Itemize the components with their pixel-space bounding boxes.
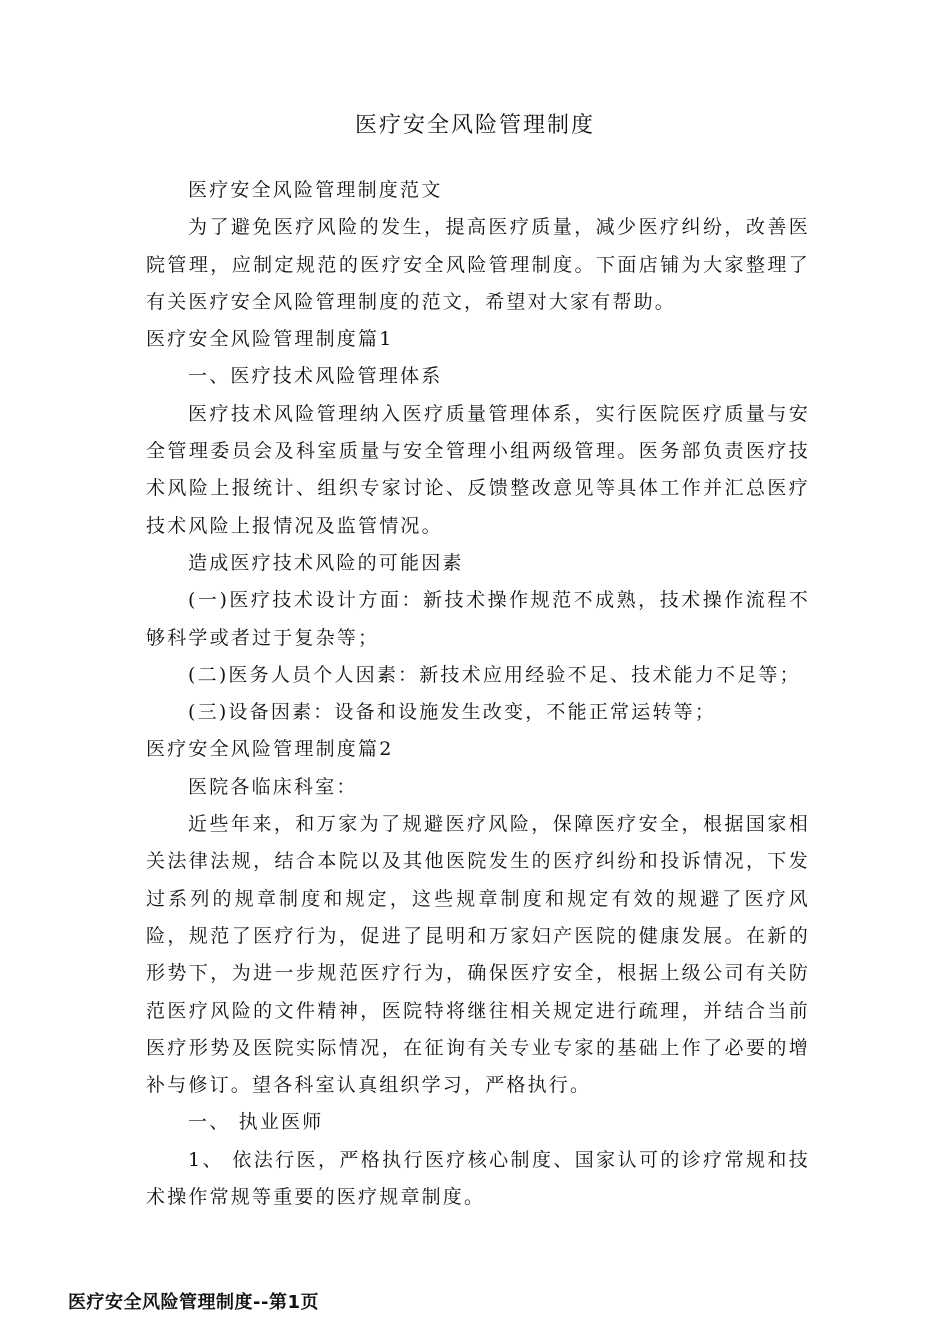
list-item-factor-3: (三)设备因素：设备和设施发生改变，不能正常运转等；	[188, 701, 717, 724]
paragraph-subtitle: 医疗安全风险管理制度范文	[188, 179, 443, 201]
list-item-factor-1: (一)医疗技术设计方面：新技术操作规范不成熟，技术操作流程不够科学或者过于复杂等；	[146, 589, 810, 649]
document-title: 医疗安全风险管理制度	[354, 113, 595, 138]
heading-risk-system: 一、医疗技术风险管理体系	[188, 365, 443, 388]
paragraph-intro: 为了避免医疗风险的发生，提高医疗质量，减少医疗纠纷，改善医院管理，应制定规范的医疗安全风险管理制度。下面店铺为大家整理了有关医疗安全风险管理制度的范文，希望对大家有帮助。	[146, 216, 810, 313]
paragraph-notice: 近些年来，和万家为了规避医疗风险，保障医疗安全，根据国家相关法律法规，结合本院以及其他医院发生的医疗纠纷和投诉情况，下发过系列的规章制度和规定，这些规章制度和规定有效的规避了医疗风险，规范了医疗行为，促进了昆明和万家妇产医院的健康发展。在新的形势下，为进一步规范医疗行为，确保医疗安全，根据上级公司有关防范医疗风险的文件精神，医院特将继往相关规定进行疏理，并结合当前医疗形势及医院实际情况，在征询有关专业专家的基础上作了必要的增补与修订。望各科室认真组织学习，严格执行。	[146, 813, 810, 1097]
list-item-physician-1: 1、 依法行医，严格执行医疗核心制度、国家认可的诊疗常规和技术操作常规等重要的医疗规章制度。	[146, 1148, 810, 1209]
heading-risk-factors: 造成医疗技术风险的可能因素	[188, 551, 464, 574]
section-heading-part1: 医疗安全风险管理制度篇1	[146, 328, 394, 351]
paragraph-salutation: 医院各临床科室：	[188, 775, 358, 798]
list-item-factor-2: (二)医务人员个人因素：新技术应用经验不足、技术能力不足等；	[188, 663, 801, 686]
page-footer: 医疗安全风险管理制度--第1页	[68, 1292, 319, 1313]
paragraph-risk-system: 医疗技术风险管理纳入医疗质量管理体系，实行医院医疗质量与安全管理委员会及科室质量与安全管理小组两级管理。医务部负责医疗技术风险上报统计、组织专家讨论、反馈整改意见等具体工作并汇总医疗技术风险上报情况及监管情况。	[146, 402, 810, 537]
heading-physician: 一、 执业医师	[188, 1111, 324, 1134]
document-body	[146, 172, 810, 1216]
section-heading-part2: 医疗安全风险管理制度篇2	[146, 738, 394, 761]
